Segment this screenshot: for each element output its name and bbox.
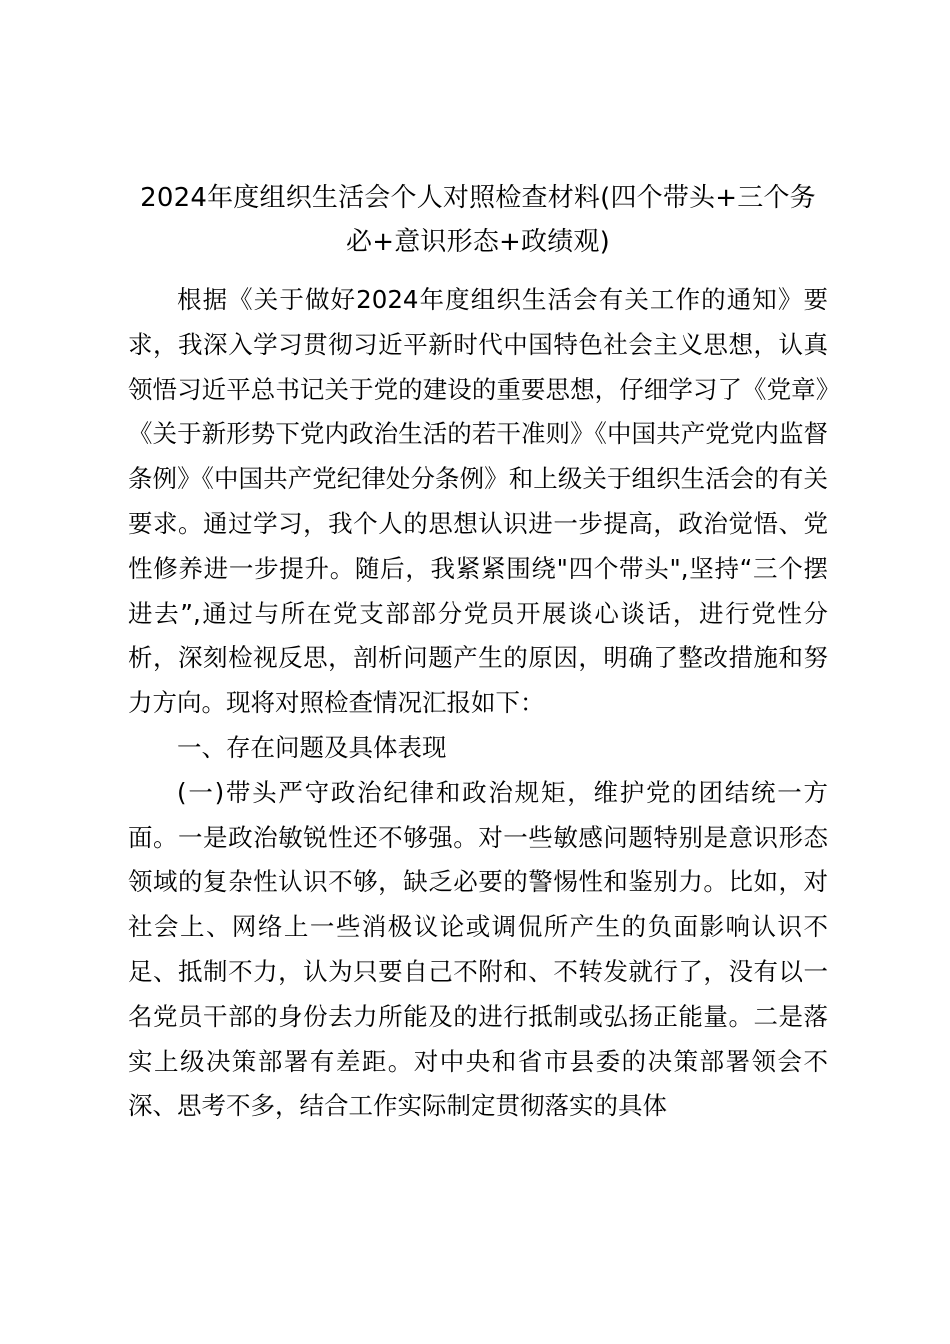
document-title: 2024年度组织生活会个人对照检查材料(四个带头+三个务必+意识形态+政绩观) bbox=[140, 183, 816, 257]
section-heading: 一、存在问题及具体表现 bbox=[177, 732, 447, 762]
paragraph-intro: 根据《关于做好2024年度组织生活会有关工作的通知》要求，我深入学习贯彻习近平新时代中国特色社会主义思想，认真领悟习近平总书记关于党的建设的重要思想，仔细学习了《党章》《关于新形势下党内政治生活的若干准则》《中国共产党党内监督条例》《中国共产党纪律处分条例》和上级关于组织生活会的有关要求。通过学习，我个人的思想认识进一步提高，政治觉悟、党性修养进一步提升。随后，我紧紧围绕"四个带头",坚持“三个摆进去”,通过与所在党支部部分党员开展谈心谈话，进行党性分析，深刻检视反思，剖析问题产生的原因，明确了整改措施和努力方向。现将对照检查情况汇报如下： bbox=[128, 285, 828, 718]
paragraph-issue-1: (一)带头严守政治纪律和政治规矩，维护党的团结统一方面。一是政治敏锐性还不够强。对一些敏感问题特别是意识形态领域的复杂性认识不够，缺乏必要的警惕性和鉴别力。比如，对社会上、网络上一些消极议论或调侃所产生的负面影响认识不足、抵制不力，认为只要自己不附和、不转发就行了，没有以一名党员干部的身份去力所能及的进行抵制或弘扬正能量。二是落实上级决策部署有差距。对中央和省市县委的决策部署领会不深、思考不多，结合工作实际制定贯彻落实的具体 bbox=[128, 777, 828, 1121]
document-body bbox=[128, 278, 828, 1129]
